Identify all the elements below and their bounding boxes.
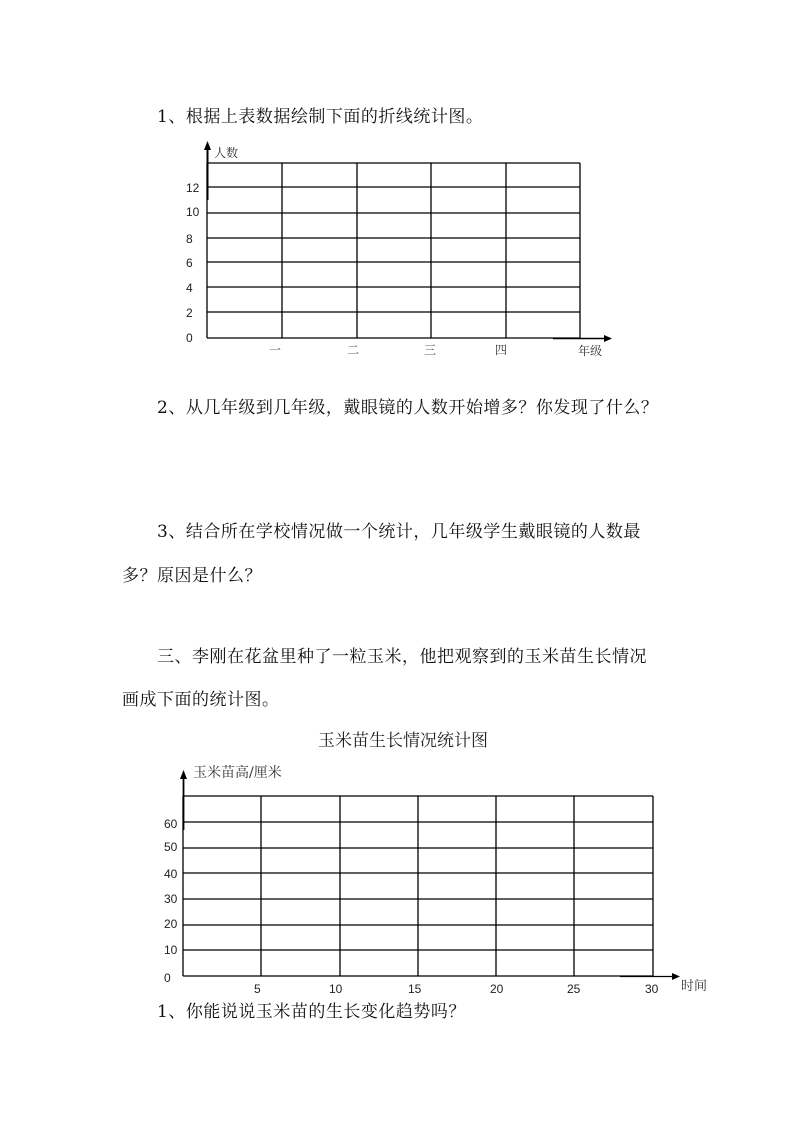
chart2-x-tick: 20	[490, 982, 504, 996]
chart2-y-tick: 50	[164, 840, 178, 854]
chart2-x-tick: 5	[254, 982, 261, 996]
chart2-y-axis-label: 玉米苗高/厘米	[193, 765, 282, 781]
chart2-y-axis-arrow-icon	[180, 770, 187, 830]
chart2-y-tick: 40	[164, 867, 178, 881]
chart1-y-tick: 0	[186, 331, 193, 345]
chart1-y-tick: 10	[186, 205, 200, 219]
section-3-intro-line2: 画成下面的统计图。	[122, 690, 280, 710]
question-1-3-line2: 多？原因是什么？	[122, 566, 262, 586]
chart1-y-tick: 6	[186, 256, 193, 270]
question-1-2: 2、从几年级到几年级，戴眼镜的人数开始增多？你发现了什么？	[157, 398, 659, 418]
chart2-x-tick: 15	[408, 982, 422, 996]
chart1-y-tick: 8	[186, 232, 193, 246]
chart1-y-axis-label: 人数	[214, 146, 239, 160]
chart1-grid	[207, 163, 580, 338]
chart2-title: 玉米苗生长情况统计图	[318, 731, 488, 751]
chart2-grid	[183, 796, 653, 976]
chart2-x-tick: 25	[567, 982, 581, 996]
chart2-y-tick: 60	[164, 817, 178, 831]
question-1-1: 1、根据上表数据绘制下面的折线统计图。	[157, 107, 484, 127]
chart1-y-tick: 12	[186, 181, 200, 195]
chart2-y-tick: 30	[164, 892, 178, 906]
chart1-x-tick: 三	[424, 343, 437, 357]
chart2-x-tick: 10	[329, 982, 343, 996]
chart2-x-tick: 30	[645, 982, 659, 996]
chart2-y-tick: 10	[164, 943, 178, 957]
chart1-y-axis-arrow-icon	[204, 141, 211, 200]
chart2-y-tick: 20	[164, 917, 178, 931]
chart1-y-tick: 4	[186, 281, 193, 295]
chart2-y-tick: 0	[164, 971, 171, 985]
chart1-x-axis-arrow-icon	[553, 335, 612, 342]
section-3-intro-line1: 三、李刚在花盆里种了一粒玉米，他把观察到的玉米苗生长情况	[157, 647, 647, 667]
question-3-1: 1、你能说说玉米苗的生长变化趋势吗？	[157, 1002, 466, 1022]
chart2-x-axis-label: 时间	[681, 979, 708, 994]
chart2-x-axis-arrow-icon	[620, 973, 680, 980]
chart1-x-tick: 四	[495, 343, 508, 357]
question-1-3-line1: 3、结合所在学校情况做一个统计，几年级学生戴眼镜的人数最	[157, 522, 641, 542]
chart1-y-tick: 2	[186, 306, 193, 320]
chart1-x-axis-label: 年级	[578, 344, 603, 358]
chart1-x-tick: 二	[347, 343, 360, 357]
chart1-x-tick: 一	[269, 343, 282, 357]
